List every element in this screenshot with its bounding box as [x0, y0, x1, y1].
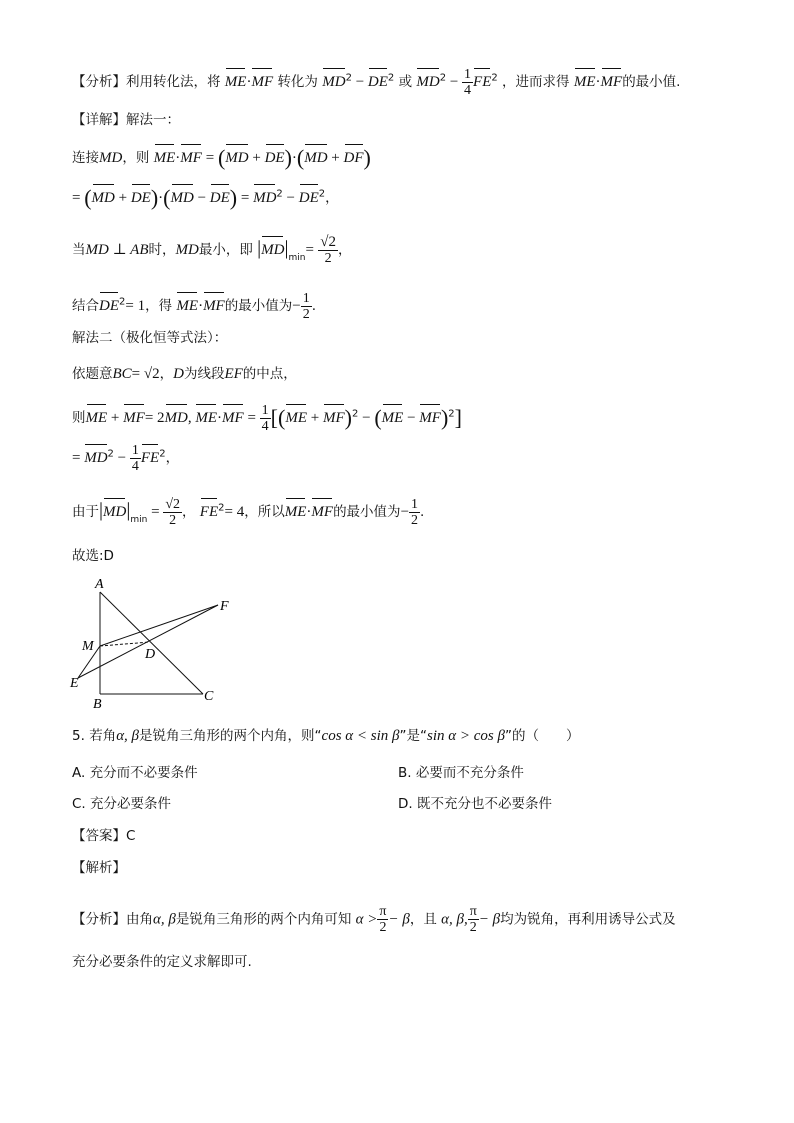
jiexi-line [72, 858, 126, 878]
step-text: ， [182, 504, 196, 520]
analysis-tag: 【分析】 [72, 74, 126, 90]
analysis-text: ，进而求得 [502, 74, 570, 90]
point-d: D [173, 366, 184, 382]
segment-bc: BC [112, 366, 132, 382]
analysis-text: ，且 [409, 911, 437, 928]
label-m: M [82, 639, 94, 654]
analysis2-line-2 [72, 952, 252, 972]
option-b[interactable] [398, 763, 524, 783]
condition-1: cos α < sin β [321, 728, 400, 744]
question-text: ”的（ ） [504, 728, 580, 744]
step-text: 连接 [72, 150, 99, 166]
variables: α, β, [441, 911, 468, 928]
option-a[interactable] [72, 763, 198, 783]
question-text: 是锐角三角形的两个内角，则“ [139, 728, 322, 744]
option-letter: D. [398, 796, 413, 812]
formula-line: 连接MD，则 ME·MF = (MD + DE)·(MD + DF) [72, 142, 371, 168]
option-letter: A. [72, 765, 86, 781]
option-letter: C. [72, 796, 86, 812]
step-text: 依题意 [72, 366, 113, 382]
fraction [377, 904, 388, 935]
option-text: 既不充分也不必要条件 [416, 796, 552, 812]
analysis-line: 【分析】利用转化法，将 ME·MF 转化为 $MD^2 - DE^2$ 或 $MD^2$ − $\frac{1}{4}$ $FE^2$ ，进而求得 ME·MF的最小值. [72, 66, 681, 98]
fraction [318, 235, 338, 266]
analysis-tag: 【分析】 [72, 911, 126, 928]
answer-tag: 【答案】 [72, 828, 126, 844]
conclusion-text: 故选:D [72, 548, 114, 564]
step-text: ，得 [145, 298, 173, 314]
label-c: C [204, 689, 214, 704]
equals: = [305, 242, 314, 258]
step-text: 由于 [72, 504, 99, 520]
vector-mf: MF [601, 66, 623, 92]
answer-value: C [126, 828, 136, 844]
option-d[interactable] [398, 794, 552, 814]
vector-de: DE [368, 66, 388, 92]
variables: α, β [153, 911, 176, 928]
answer-line [72, 826, 135, 846]
analysis-text: 或 [398, 74, 413, 90]
detail-line [72, 110, 180, 130]
label-d: D [145, 647, 156, 662]
fraction-denominator: 2 [379, 920, 387, 935]
detail-tag: 【详解】 [72, 112, 126, 128]
vector-fe: FE [473, 66, 491, 92]
step-text: 为线段 [183, 366, 225, 382]
step-text: . [311, 298, 316, 314]
fraction-denominator: 2 [324, 250, 332, 266]
segment-ef: EF [224, 366, 243, 382]
condition-2: sin α > cos β [427, 728, 505, 744]
fraction-numerator: π [379, 904, 387, 919]
perpendicular-condition: MD ⊥ AB [85, 242, 149, 258]
method-line [72, 328, 227, 348]
minus-beta: − β [388, 911, 410, 928]
analysis-text: 由角 [126, 911, 153, 928]
step-text: 的最小值为 [333, 504, 401, 520]
variables: α, β [116, 728, 140, 744]
step-text: ， [159, 366, 174, 382]
option-letter: B. [398, 765, 412, 781]
option-text: 充分必要条件 [90, 796, 172, 812]
question-text: 若角 [89, 728, 117, 744]
label-b: B [93, 697, 102, 712]
vector-me: ME [574, 66, 596, 92]
step-text: 结合 [72, 298, 99, 314]
equation: = 2 [144, 410, 165, 426]
detail-text: 解法一： [126, 112, 180, 128]
segment-ac [100, 592, 203, 694]
step-text: 最小，即 [198, 242, 253, 258]
equation: = √2 [131, 366, 160, 382]
formula-line [72, 364, 297, 384]
question-line [72, 726, 579, 746]
fraction-numerator: 1 [261, 402, 269, 418]
formula-line: = $(MD + DE)\cdot(MD - DE) = MD^2 - DE^2$， [72, 182, 339, 208]
analysis-text: 转化为 [277, 74, 318, 90]
analysis-text: 均为锐角，再利用诱导公式及 [500, 911, 676, 928]
step-text: ， [337, 242, 352, 258]
conclusion-line [72, 546, 114, 566]
question-text: ”是“ [399, 728, 428, 744]
method-title: 解法二（极化恒等式法）： [72, 330, 228, 346]
label-a: A [95, 577, 104, 592]
label-f: F [220, 599, 229, 614]
analysis-text: 利用转化法，将 [126, 74, 221, 90]
segment-mf [100, 605, 218, 646]
segment-ef [78, 605, 218, 678]
segment-md: MD [99, 150, 123, 166]
fraction-numerator: √2 [320, 233, 336, 250]
step-text: 时， [148, 242, 176, 258]
step-text: ，则 [122, 150, 150, 166]
fraction [260, 403, 271, 434]
step-text: . [420, 504, 425, 520]
question-number: 5. [72, 728, 85, 744]
inequality: α > [355, 911, 378, 928]
step-text: 则 [72, 410, 86, 426]
formula-line: 当MD ⊥ AB时，MD最小，即 $|MD|_{min}=$ $\frac{√2}{2}$ ， [72, 233, 352, 266]
fraction-denominator: 2 [302, 306, 310, 322]
equation: = 4 [224, 504, 245, 520]
vector-mf: MF [251, 66, 273, 92]
minus-beta: − β [478, 911, 501, 928]
analysis2-line: 【分析】由角α, β是锐角三角形的两个内角可知 α > $\frac{\pi}{2}$ − β，且 α, β, $\frac{\pi}{2}$ − β均为锐角，再利用诱导公式及 [72, 904, 676, 935]
formula-line: 结合$DE^2= 1$，得 ME·MF的最小值为− $\frac{1}{2}$ . [72, 290, 316, 322]
analysis-text: 充分必要条件的定义求解即可. [72, 954, 252, 970]
jiexi-tag: 【解析】 [72, 860, 126, 876]
fraction: $\frac{1}{4}$ [464, 66, 472, 98]
step-text: 的最小值为 [224, 298, 293, 314]
label-e: E [70, 676, 79, 691]
step-text: ，所以 [244, 504, 285, 520]
option-c[interactable] [72, 794, 171, 814]
step-text: 当 [72, 242, 86, 258]
step-text: 的中点， [242, 366, 297, 382]
vector-md: MD [322, 66, 345, 92]
formula-line: 则ME + MF= 2MD, ME·MF = $\frac{1}{4}$ [(ME + MF)$^2$ − (ME − MF)$^2$] [72, 402, 462, 434]
option-text: 充分而不必要条件 [89, 765, 198, 781]
fraction-numerator: 1 [302, 290, 310, 306]
geometry-figure [60, 572, 250, 712]
fraction-denominator: 4 [261, 418, 269, 434]
formula-line: = $MD^2$ − $\frac{1}{4}$ $FE^2$， [72, 442, 180, 474]
analysis-text: 的最小值. [622, 74, 681, 90]
fraction [301, 291, 312, 322]
option-text: 必要而不充分条件 [415, 765, 524, 781]
vector-md: MD [416, 66, 439, 92]
analysis-text: 是锐角三角形的两个内角可知 [175, 911, 352, 928]
vector-me: ME [225, 66, 247, 92]
formula-line: 由于$|MD|_{min}$ = $\frac{√2}{2}$ ， $FE^2= 4$，所以ME·MF的最小值为− $\frac{1}{2}$ . [72, 496, 425, 528]
equation: = 1 [125, 298, 146, 314]
